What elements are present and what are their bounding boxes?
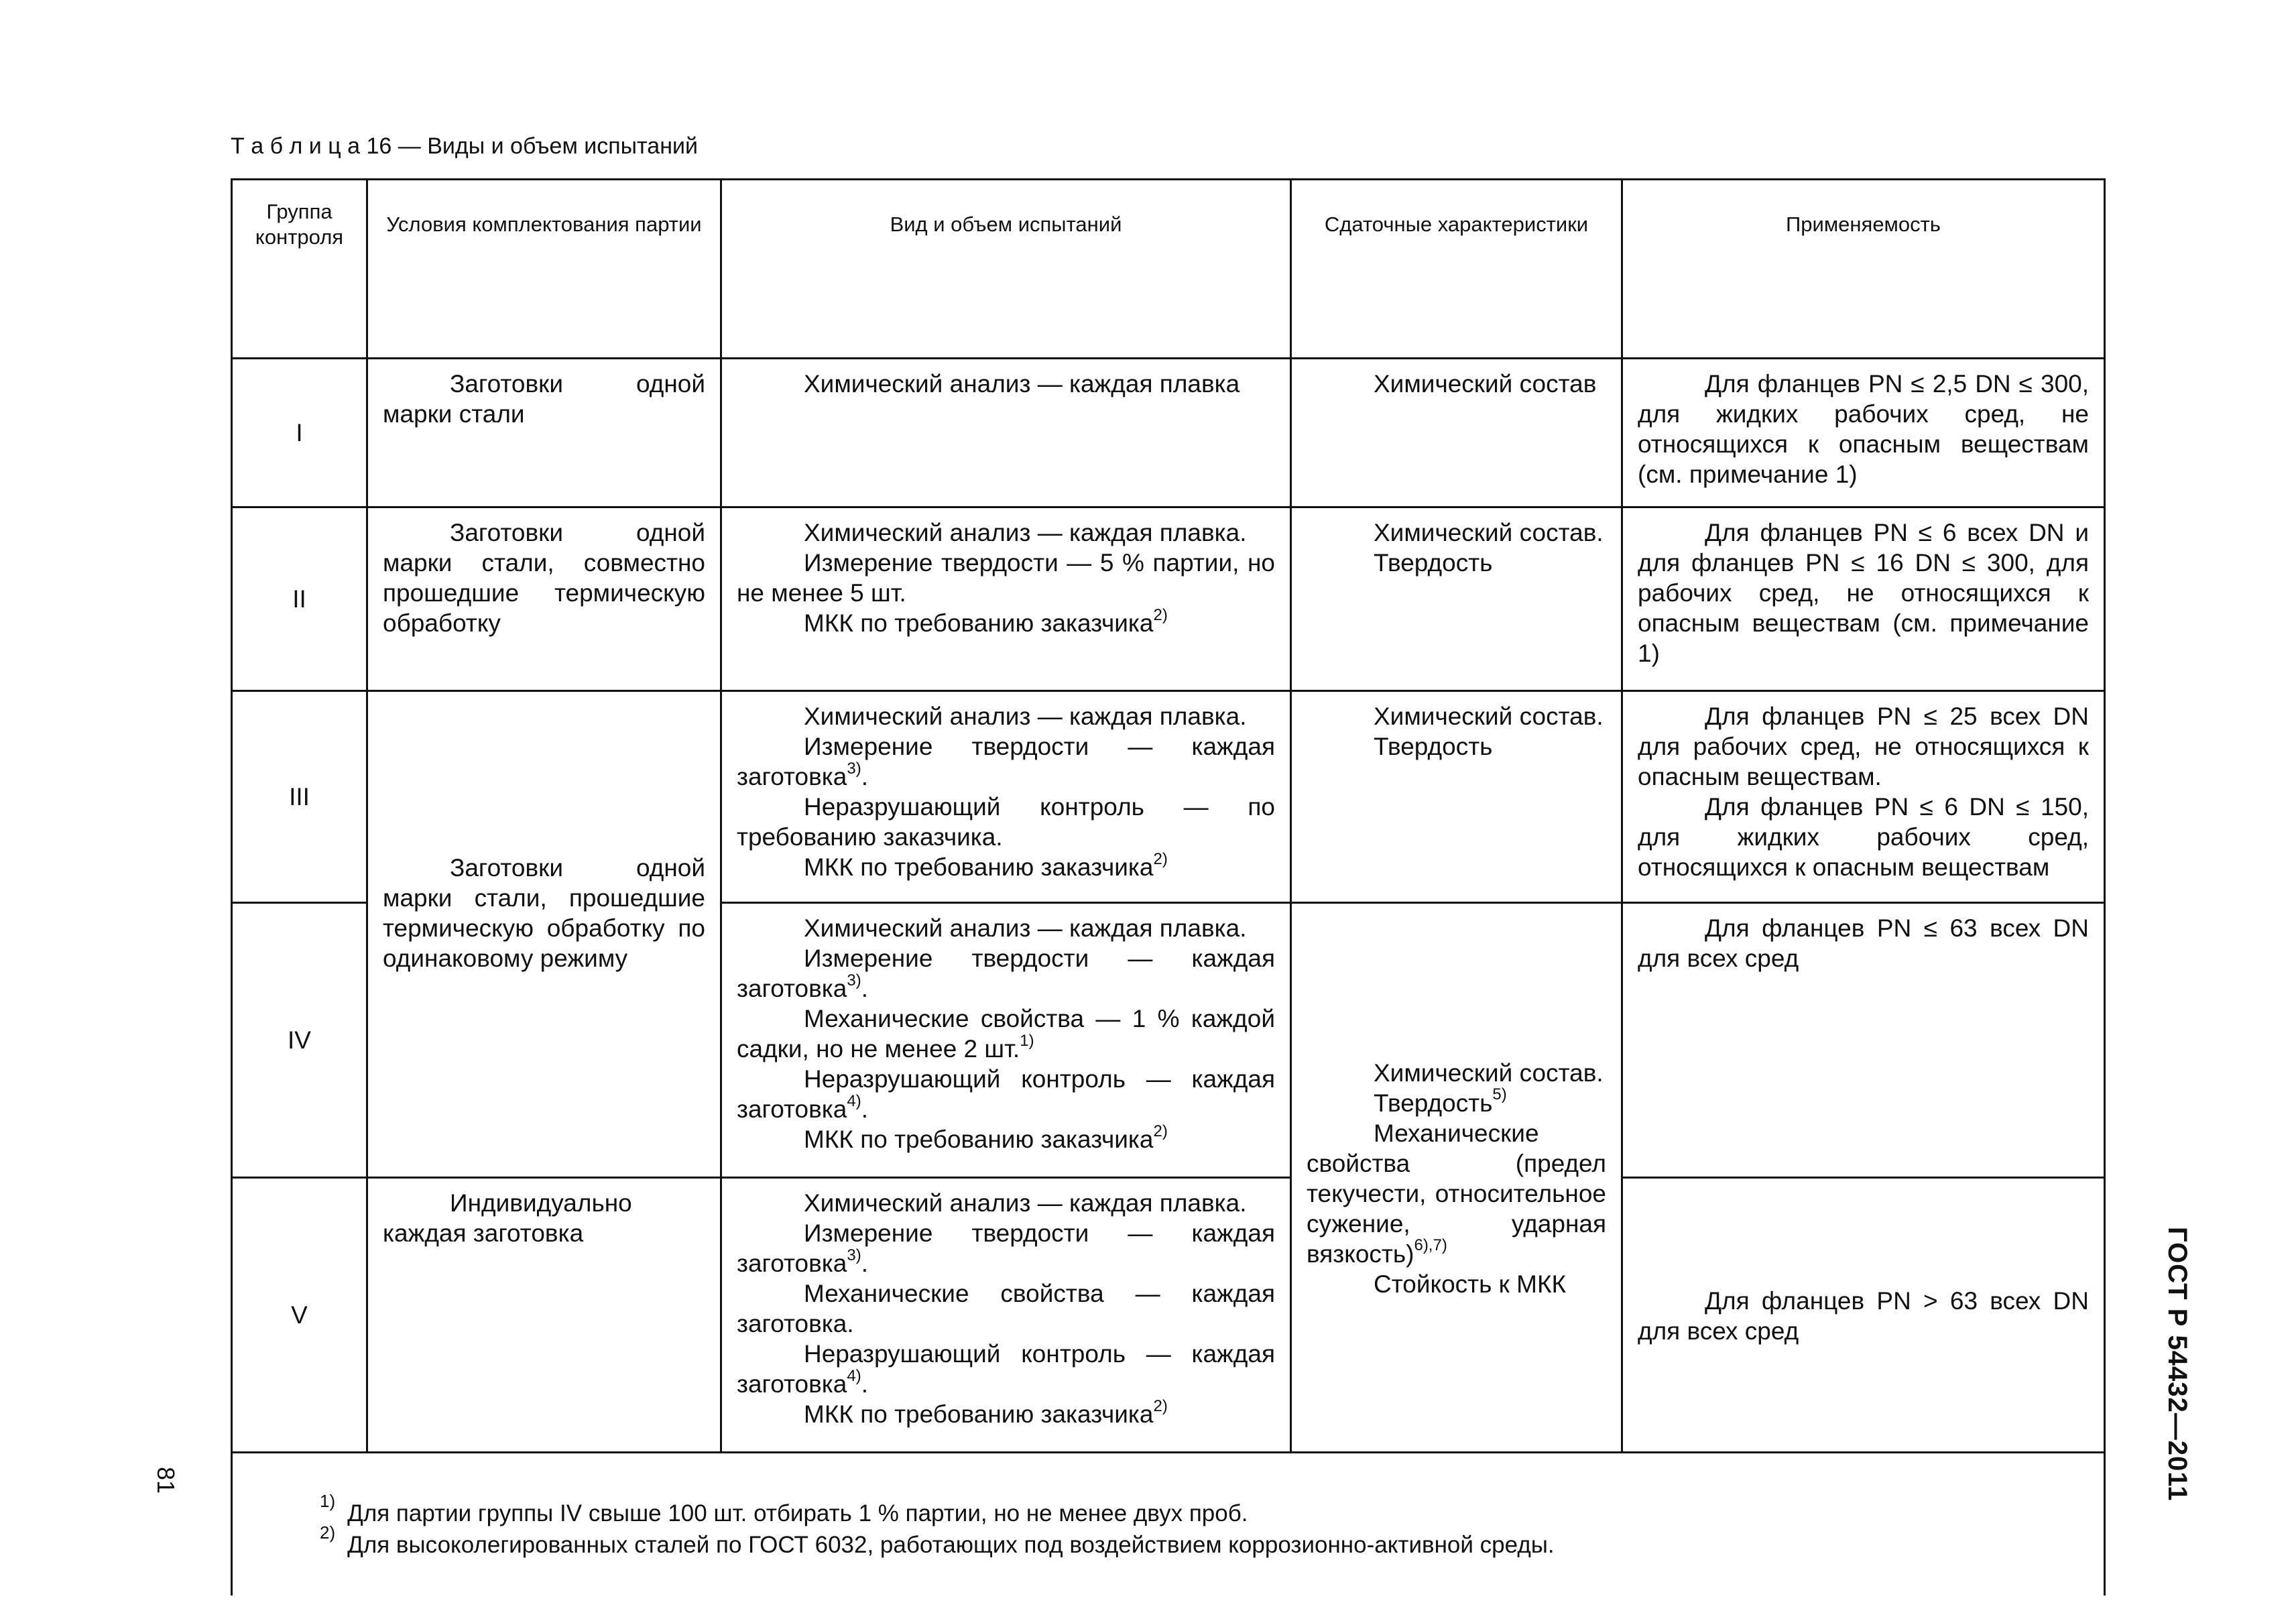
acceptance-cell: Химический состав. Твердость — [1291, 507, 1622, 691]
group-cell: II — [232, 507, 367, 691]
footnotes-cell — [232, 1453, 2105, 1596]
group-cell: I — [232, 359, 367, 507]
tests-cell: Химический анализ — каждая плавка. Измерение твердости — каждая заготовка$^{3)}$. Неразрушающий контроль — по требованию заказчика. МКК по требованию заказчика$^{2)}$ — [721, 691, 1291, 903]
group-cell: IV — [232, 903, 367, 1178]
header-double-rule — [232, 269, 2105, 359]
table-row — [232, 359, 2105, 507]
footnote: $^{1)}$ Для партии группы IV свыше 100 шт. отбирать 1 % партии, но не менее двух проб. — [320, 1491, 1248, 1526]
table-row — [232, 507, 2105, 691]
conditions-cell: Заготовки одной марки стали, совместно прошедшие термическую обработку — [367, 507, 721, 691]
conditions-cell-merged: Заготовки одной марки стали, прошедшие термическую обработку по одинаковому режиму — [367, 691, 721, 1178]
acceptance-cell: Химический состав. Твердость — [1291, 691, 1622, 903]
table-caption: Т а б л и ц а 16 — Виды и объем испытаний — [231, 133, 698, 159]
table-row — [232, 1178, 2105, 1453]
conditions-cell: Индивидуально каждая заготовка — [367, 1178, 721, 1453]
tests-cell: Химический анализ — каждая плавка. Измерение твердости — каждая заготовка$^{3)}$. Механические свойства — каждая заготовка. Неразрушающий контроль — каждая заготовка$^{4)}$. МКК по требованию заказчика$^{2)}$ — [721, 1178, 1291, 1453]
tests-cell: Химический анализ — каждая плавка. Измерение твердости — 5 % партии, но не менее 5 шт. МКК по требованию заказчика$^{2)}$ — [721, 507, 1291, 691]
applicability-cell: Для фланцев PN ≤ 25 всех DN для рабочих сред, не относящихся к опасным веществам. Для фланцев PN ≤ 6 DN ≤ 150, для жидких рабочих сред, относящихся к опасным веществам — [1622, 691, 2105, 903]
footnotes-row — [232, 1453, 2105, 1596]
tests-cell: Химический анализ — каждая плавка — [721, 359, 1291, 507]
applicability-cell: Для фланцев PN ≤ 63 всех DN для всех сред — [1622, 903, 2105, 1178]
table-row — [232, 691, 2105, 903]
applicability-cell: Для фланцев PN ≤ 2,5 DN ≤ 300, для жидких рабочих сред, не относящихся к опасным веществам (см. примечание 1) — [1622, 359, 2105, 507]
tests-cell: Химический анализ — каждая плавка. Измерение твердости — каждая заготовка$^{3)}$. Механические свойства — 1 % каждой садки, но не менее 2 шт.$^{1)}$ Неразрушающий контроль — каждая заготовка$^{4)}$. МКК по требованию заказчика$^{2)}$ — [721, 903, 1291, 1178]
acceptance-cell: Химический состав — [1291, 359, 1622, 507]
header-tests: Вид и объем испытаний — [721, 180, 1291, 269]
applicability-cell: Для фланцев PN > 63 всех DN для всех сред — [1622, 1178, 2105, 1453]
applicability-cell: Для фланцев PN ≤ 6 всех DN и для фланцев PN ≤ 16 DN ≤ 300, для рабочих сред, не относящихся к опасным веществам (см. примечание 1) — [1622, 507, 2105, 691]
header-group: Группа контроля — [232, 180, 367, 269]
footnote: $^{2)}$ Для высоколегированных сталей по ГОСТ 6032, работающих под воздействием коррозионно-активной среды. — [320, 1522, 1555, 1558]
tests-table — [231, 178, 2106, 1596]
header-conditions: Условия комплектования партии — [367, 180, 721, 269]
header-row — [232, 180, 2105, 269]
conditions-cell: Заготовки одной марки стали — [367, 359, 721, 507]
header-applicability: Применяемость — [1622, 180, 2105, 269]
acceptance-cell-merged: Химический состав. Твердость$^{5)}$ Механические свойства (предел текучести, относительное сужение, ударная вязкость)$^{6),7)}$ Стойкость к МКК — [1291, 903, 1622, 1453]
document-code: ГОСТ Р 54432—2011 — [2163, 1227, 2192, 1502]
page-number: 81 — [152, 1467, 180, 1494]
group-cell: III — [232, 691, 367, 903]
header-acceptance: Сдаточные характеристики — [1291, 180, 1622, 269]
group-cell: V — [232, 1178, 367, 1453]
